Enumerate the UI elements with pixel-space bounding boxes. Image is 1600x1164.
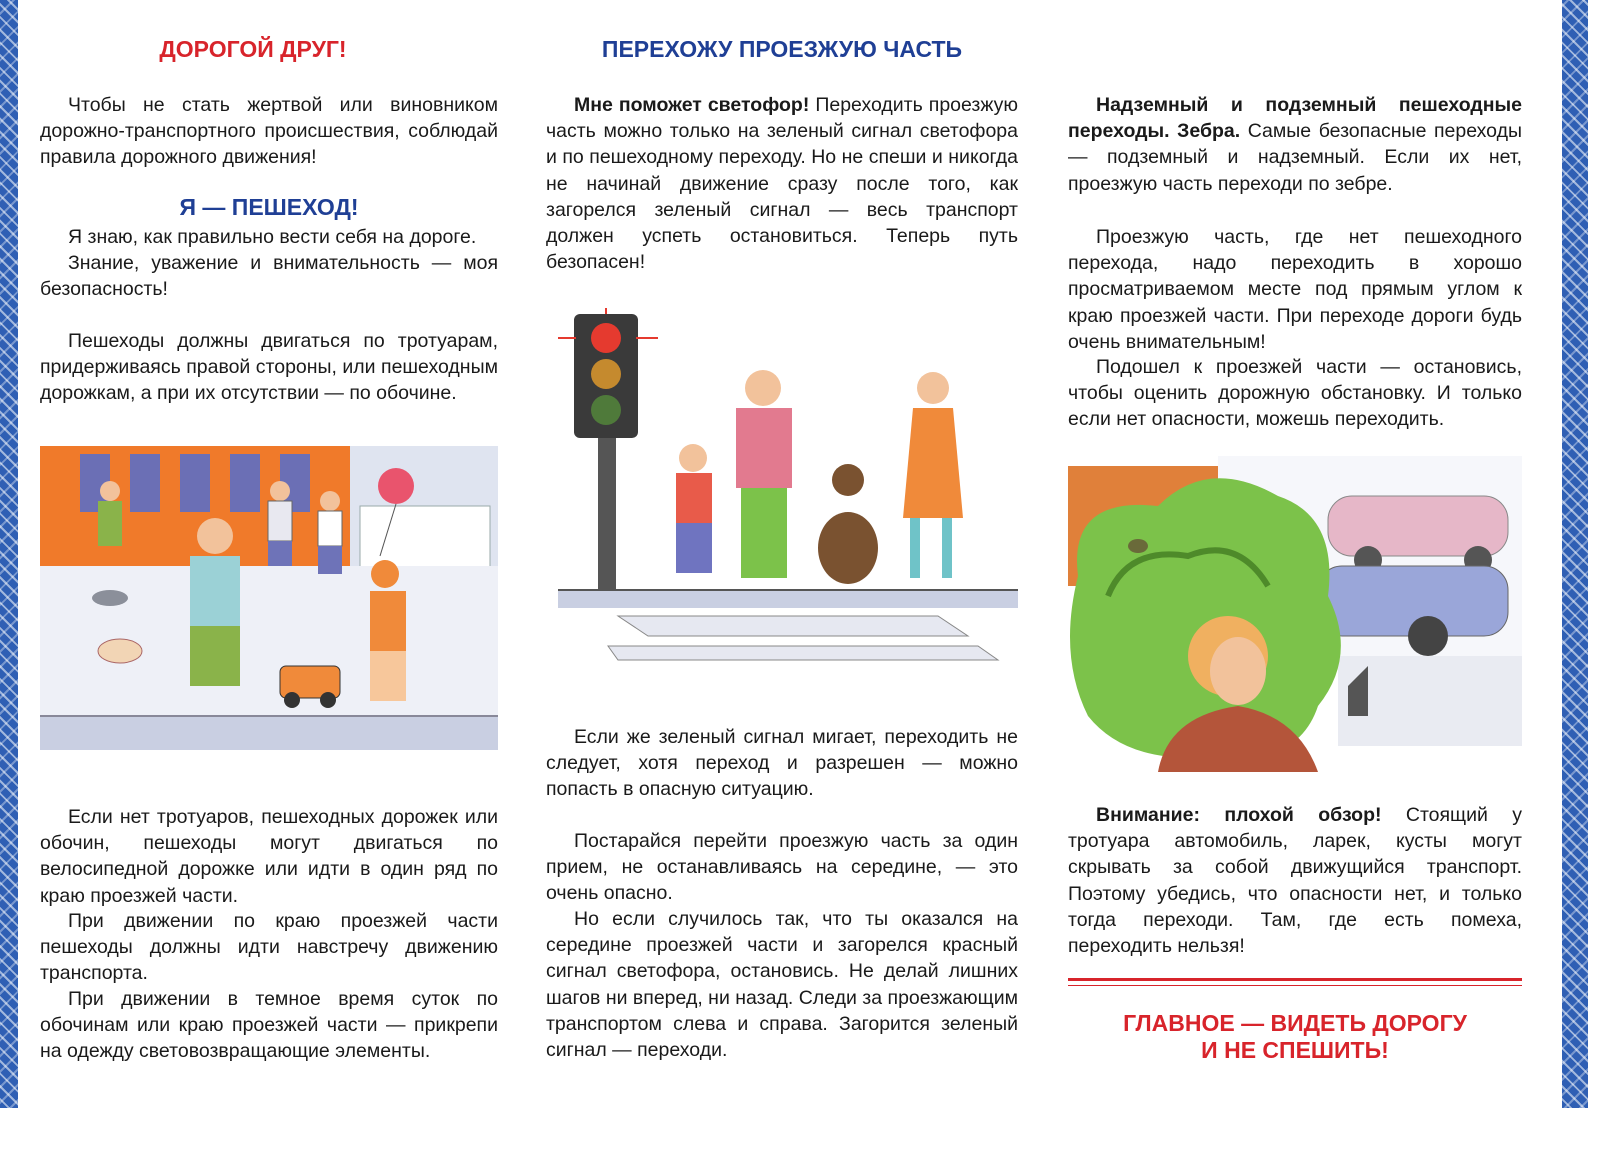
slogan-line-2: И НЕ СПЕШИТЬ! (1201, 1037, 1389, 1063)
paragraph-middle-road: Но если случилось так, что ты оказался на середине проезжей части и загорелся красный сигнал светофора, остановись. Не делай лишних шагов ни вперед, ни назад. Следи за проезжающим транспортом слева и справа. Загорится зеленый сигнал — переходи. (546, 908, 1018, 1062)
paragraph-stop-look: Подошел к проезжей части — остановись, чтобы оценить дорожную обстановку. И только если нет опасности, можешь переходить. (1068, 356, 1522, 431)
poor-view-illustration (1068, 456, 1522, 772)
page-bottom-margin (0, 1108, 1600, 1164)
right-decorative-border (1562, 0, 1588, 1164)
paragraph-one-go: Постарайся перейти проезжую часть за один прием, не останавливаясь на середине, — это очень опасно. (546, 830, 1018, 905)
pedestrian-heading: Я — ПЕШЕХОД! (179, 194, 359, 220)
paragraph-crossings (1068, 92, 1522, 197)
paragraph-traffic-light (546, 92, 1018, 275)
left-decorative-border (0, 0, 18, 1164)
traffic-light-illustration (558, 308, 1018, 682)
intro-paragraph: Чтобы не стать жертвой или виновником дорожно-транспортного происшествия, соблюдай правила дорожного движения! (40, 94, 498, 169)
greeting-heading: ДОРОГОЙ ДРУГ! (159, 36, 347, 62)
paragraph-dark-time: При движении в темное время суток по обочинам или краю проезжей части — прикрепи на одежду световозвращающие элементы. (40, 988, 498, 1063)
paragraph-sidewalks: Пешеходы должны двигаться по тротуарам, придерживаясь правой стороны, или пешеходным дорожкам, а при их отсутствии — по обочине. (40, 330, 498, 405)
poor-view-bold: Внимание: плохой обзор! (1096, 804, 1382, 826)
final-slogan (1068, 1010, 1522, 1064)
paragraph-no-sidewalks: Если нет тротуаров, пешеходных дорожек или обочин, пешеходы могут двигаться по велосипедной дорожке или идти в один ряд по краю проезжей части. (40, 806, 498, 907)
red-divider-bottom (1068, 985, 1522, 986)
red-divider-top (1068, 978, 1522, 981)
paragraph-edge-movement: При движении по краю проезжей части пешеходы должны идти навстречу движению транспорта. (40, 910, 498, 985)
page-edge (1588, 0, 1600, 1164)
traffic-light-bold: Мне поможет светофор! (574, 94, 810, 116)
traffic-light-text: Переходить проезжую часть можно только на зеленый сигнал светофора и по пешеходному переходу. Но не спеши и никогда не начинай движение сразу после того, как загорелся зеленый сигнал — весь транспорт должен успеть остановиться. Теперь путь безопасен! (546, 94, 1019, 274)
paragraph-know: Я знаю, как правильно вести себя на дороге. (68, 226, 477, 248)
slogan-line-1: ГЛАВНОЕ — ВИДЕТЬ ДОРОГУ (1123, 1010, 1467, 1036)
paragraph-no-crossing: Проезжую часть, где нет пешеходного перехода, надо переходить в хорошо просматриваемом месте под прямым углом к краю проезжей части. При переходе дороги будь очень внимательным! (1068, 226, 1522, 353)
crossing-heading: ПЕРЕХОЖУ ПРОЕЗЖУЮ ЧАСТЬ (601, 36, 963, 62)
paragraph-blinking-green: Если же зеленый сигнал мигает, переходить не следует, хотя переход и разрешен — можно попасть в опасную ситуацию. (546, 726, 1018, 801)
crossings-bold: Надземный и подземный пешеходные переходы. Зебра. (1068, 94, 1522, 143)
paragraph-poor-view (1068, 802, 1522, 959)
crossings-text: Самые безопасные переходы — подземный и надземный. Если их нет, проезжую часть переходи по зебре. (1068, 120, 1522, 195)
poor-view-text: Стоящий у тротуара автомобиль, ларек, кусты могут скрывать за собой движущийся транспорт. Поэтому убедись, что опасности нет, и только тогда переходи. Там, где есть помеха, переходить нельзя! (1068, 804, 1522, 958)
paragraph-knowledge: Знание, уважение и внимательность — моя безопасность! (40, 252, 498, 301)
street-pedestrians-illustration (40, 446, 498, 750)
